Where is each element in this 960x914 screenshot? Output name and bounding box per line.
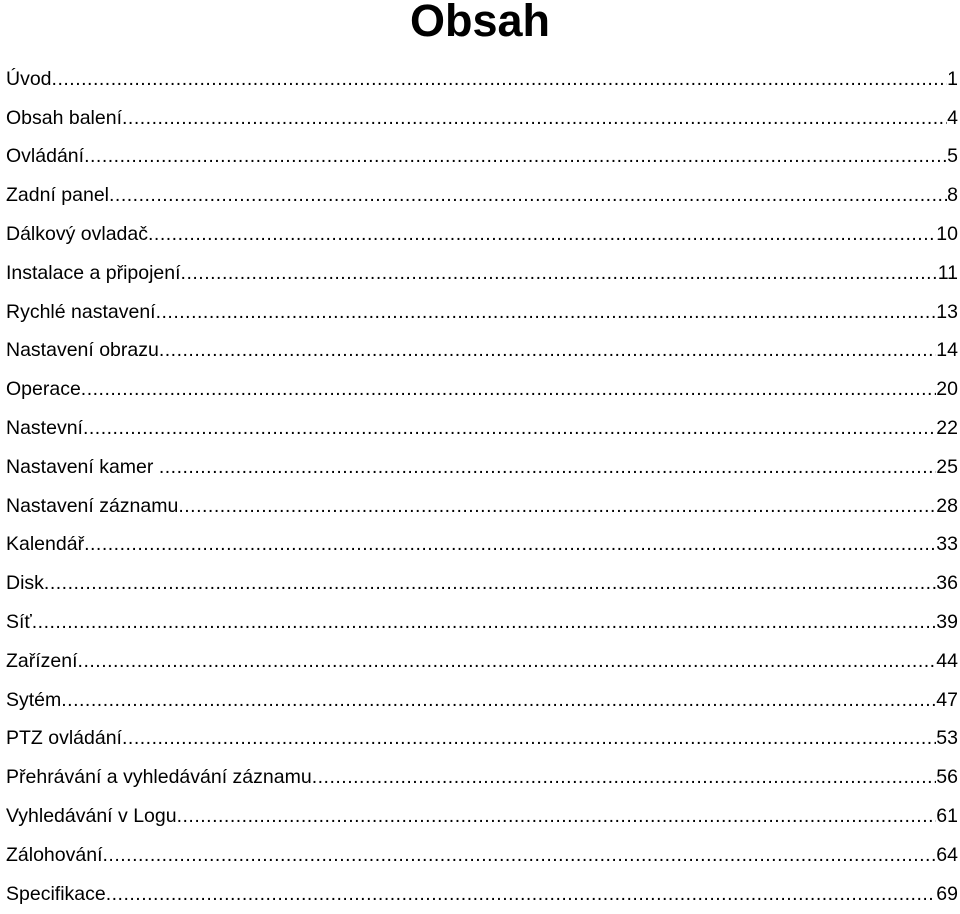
toc-entry-label: PTZ ovládání — [6, 727, 122, 750]
toc-dot-leader — [148, 223, 936, 246]
toc-entry-label: Nastevní — [6, 417, 83, 440]
toc-entry-nastaveni-kamer[interactable] — [6, 448, 958, 487]
toc-entry-label: Disk — [6, 572, 44, 595]
toc-entry-label: Ovládání — [6, 145, 85, 168]
toc-entry-instalace[interactable] — [6, 254, 958, 293]
toc-dot-leader — [156, 301, 937, 324]
toc-entry-label: Přehrávání a vyhledávání záznamu — [6, 766, 312, 789]
toc-dot-leader — [122, 107, 947, 130]
toc-entry-page: 11 — [937, 261, 958, 284]
toc-entry-label: Síť — [6, 611, 32, 634]
toc-entry-page: 44 — [936, 649, 958, 672]
toc-entry-ovladani[interactable] — [6, 138, 958, 177]
toc-entry-page: 20 — [936, 378, 958, 401]
toc-entry-rychle-nastaveni[interactable] — [6, 293, 958, 332]
toc-entry-label: Nastavení záznamu — [6, 494, 179, 517]
toc-dot-leader — [52, 68, 948, 91]
toc-dot-leader — [84, 145, 947, 168]
toc-dot-leader — [178, 495, 936, 518]
toc-entry-operace[interactable] — [6, 370, 958, 409]
toc-entry-label: Vyhledávání v Logu — [6, 805, 177, 828]
toc-dot-leader — [84, 533, 936, 556]
toc-entry-zadni-panel[interactable] — [6, 176, 958, 215]
toc-entry-disk[interactable] — [6, 564, 958, 603]
toc-entry-uvod[interactable] — [6, 60, 958, 99]
toc-entry-dalkovy-ovladac[interactable] — [6, 215, 958, 254]
toc-entry-page: 25 — [936, 455, 958, 478]
toc-dot-leader — [106, 883, 937, 906]
toc-entry-page: 1 — [947, 67, 958, 90]
toc-dot-leader — [78, 650, 937, 673]
toc-entry-label: Zadní panel — [6, 184, 109, 207]
toc-entry-obsah-baleni[interactable] — [6, 99, 958, 138]
toc-entry-page: 56 — [936, 766, 958, 789]
toc-entry-label: Úvod — [6, 67, 52, 90]
toc-entry-page: 61 — [936, 805, 958, 828]
toc-entry-sytem[interactable] — [6, 681, 958, 720]
toc-entry-label: Kalendář — [6, 533, 85, 556]
toc-entry-prehravani[interactable] — [6, 758, 958, 797]
toc-entry-page: 36 — [936, 572, 958, 595]
toc-entry-page: 28 — [936, 494, 958, 517]
toc-entry-page: 8 — [947, 184, 958, 207]
toc-entry-page: 13 — [936, 300, 958, 323]
toc-entry-page: 39 — [936, 611, 958, 634]
toc-dot-leader — [312, 766, 937, 789]
toc-entry-page: 5 — [947, 145, 958, 168]
toc-entry-page: 33 — [936, 533, 958, 556]
toc-entry-page: 22 — [936, 417, 958, 440]
toc-entry-page: 64 — [936, 843, 958, 866]
toc-entry-zarizeni[interactable] — [6, 642, 958, 681]
toc-entry-zalohovani[interactable] — [6, 836, 958, 875]
toc-entry-vyhledavani-v-logu[interactable] — [6, 797, 958, 836]
toc-dot-leader — [122, 727, 936, 750]
toc-entry-label: Nastavení obrazu — [6, 339, 159, 362]
toc-entry-label: Sytém — [6, 688, 62, 711]
page-title: Obsah — [409, 0, 551, 46]
toc-entry-label: Rychlé nastavení — [6, 300, 156, 323]
toc-entry-label: Operace — [6, 378, 81, 401]
toc-entry-sit[interactable] — [6, 603, 958, 642]
toc-entry-nastaveni-zaznamu[interactable] — [6, 487, 958, 526]
toc-entry-label: Specifikace — [6, 882, 106, 905]
toc-dot-leader — [44, 572, 936, 595]
toc-entry-page: 53 — [936, 727, 958, 750]
toc-entry-label: Zařízení — [6, 649, 78, 672]
table-of-contents — [6, 60, 958, 914]
toc-dot-leader — [109, 184, 947, 207]
toc-entry-page: 4 — [947, 106, 958, 129]
toc-dot-leader — [81, 378, 937, 401]
toc-entry-ptz-ovladani[interactable] — [6, 720, 958, 759]
toc-dot-leader — [177, 805, 937, 828]
toc-entry-label: Nastavení kamer — [6, 455, 159, 478]
toc-entry-kalendar[interactable] — [6, 526, 958, 565]
toc-dot-leader — [159, 339, 936, 362]
toc-entry-page: 10 — [936, 223, 958, 246]
toc-entry-nastaveni-obrazu[interactable] — [6, 332, 958, 371]
toc-dot-leader — [83, 417, 936, 440]
toc-entry-label: Instalace a připojení — [6, 261, 181, 284]
toc-entry-page: 47 — [936, 688, 958, 711]
toc-dot-leader — [159, 456, 936, 479]
toc-entry-label: Zálohování — [6, 843, 103, 866]
toc-entry-nastevni[interactable] — [6, 409, 958, 448]
toc-dot-leader — [32, 611, 937, 634]
toc-entry-page: 69 — [936, 882, 958, 905]
toc-entry-label: Obsah balení — [6, 106, 123, 129]
toc-entry-page: 14 — [936, 339, 958, 362]
toc-entry-label: Dálkový ovladač — [6, 223, 148, 246]
toc-dot-leader — [61, 689, 936, 712]
toc-dot-leader — [181, 262, 938, 285]
toc-dot-leader — [102, 844, 936, 867]
toc-entry-specifikace[interactable] — [6, 875, 958, 914]
